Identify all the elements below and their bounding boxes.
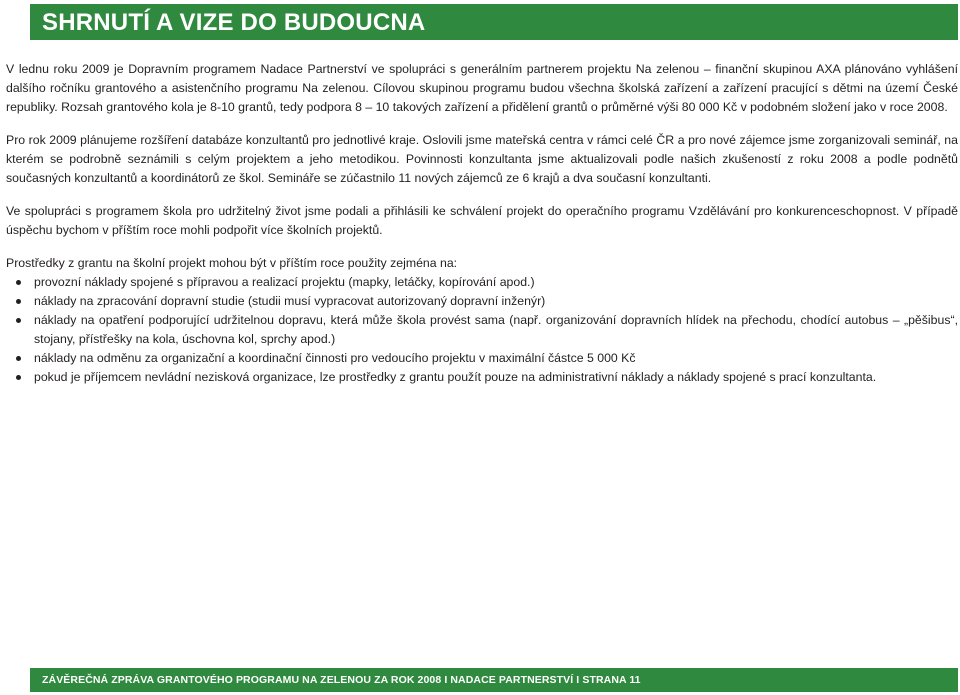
list-item: [6, 311, 958, 349]
list-item-text: pokud je příjemcem nevládní nezisková organizace, lze prostředky z grantu použít pouze na administrativní náklady a náklady spojené s prací konzultanta.: [34, 370, 877, 384]
bullet-icon: [16, 318, 21, 323]
bullet-icon: [16, 375, 21, 380]
list-item: [6, 368, 958, 387]
footer-text: ZÁVĚREČNÁ ZPRÁVA GRANTOVÉHO PROGRAMU NA ZELENOU ZA ROK 2008 I NADACE PARTNERSTVÍ I STRANA 11: [42, 674, 641, 686]
list-item-text: náklady na opatření podporující udržitelnou dopravu, která může škola provést sama (např. organizování dopravních hlídek na přechodu, chodící autobus – „pěšibus“, stojany, přístřešky na kola, úschovna kol, sprchy apod.): [34, 313, 958, 346]
main-content: [6, 60, 958, 387]
list-item-text: náklady na odměnu za organizační a koordinační činnosti pro vedoucího projektu v maximální částce 5 000 Kč: [34, 351, 636, 365]
list-item-text: provozní náklady spojené s přípravou a realizací projektu (mapky, letáčky, kopírování apod.): [34, 275, 535, 289]
bullet-icon: [16, 356, 21, 361]
header-bar: [30, 4, 958, 40]
paragraph-funds-intro: Prostředky z grantu na školní projekt mohou být v příštím roce použity zejména na:: [6, 256, 458, 270]
list-item: [6, 273, 958, 292]
list-item: [6, 349, 958, 368]
paragraph-cooperation: Ve spolupráci s programem škola pro udržitelný život jsme podali a přihlásili ke schválení projekt do operačního programu Vzdělávání pro konkurenceschopnost. V případě úspěchu bychom v příštím roce mohli podpořit více školních projektů.: [6, 204, 958, 237]
page-title: SHRNUTÍ A VIZE DO BUDOUCNA: [42, 9, 426, 36]
list-item: [6, 292, 958, 311]
paragraph-grant-round: V lednu roku 2009 je Dopravním programem Nadace Partnerství ve spolupráci s generálním partnerem projektu Na zelenou – finanční skupinou AXA plánováno vyhlášení dalšího ročníku grantového a asistenčního programu Na zelenou. Cílovou skupinou programu budou všechna školská zařízení a zařízení pracující s dětmi na území České republiky. Rozsah grantového kola je 8-10 grantů, tedy podpora 8 – 10 takových zařízení a přidělení grantů o průměrné výši 80 000 Kč v podobném složení jako v roce 2008.: [6, 62, 958, 114]
funds-usage-list: [6, 273, 958, 387]
paragraph-consultants: Pro rok 2009 plánujeme rozšíření databáze konzultantů pro jednotlivé kraje. Oslovili jsme mateřská centra v rámci celé ČR a pro nové zájemce jsme zorganizovali seminář, na kterém se podrobně seznámili s celým projektem a jeho metodikou. Povinnosti konzultanta jsme aktualizovali podle našich zkušeností z roku 2008 a podle podnětů současných konzultantů a koordinátorů ze škol. Semináře se zúčastnilo 11 nových zájemců ze 6 krajů a dva současní konzultanti.: [6, 133, 958, 185]
bullet-icon: [16, 280, 21, 285]
bullet-icon: [16, 299, 21, 304]
list-item-text: náklady na zpracování dopravní studie (studii musí vypracovat autorizovaný dopravní inženýr): [34, 294, 546, 308]
footer-bar: [30, 668, 958, 692]
